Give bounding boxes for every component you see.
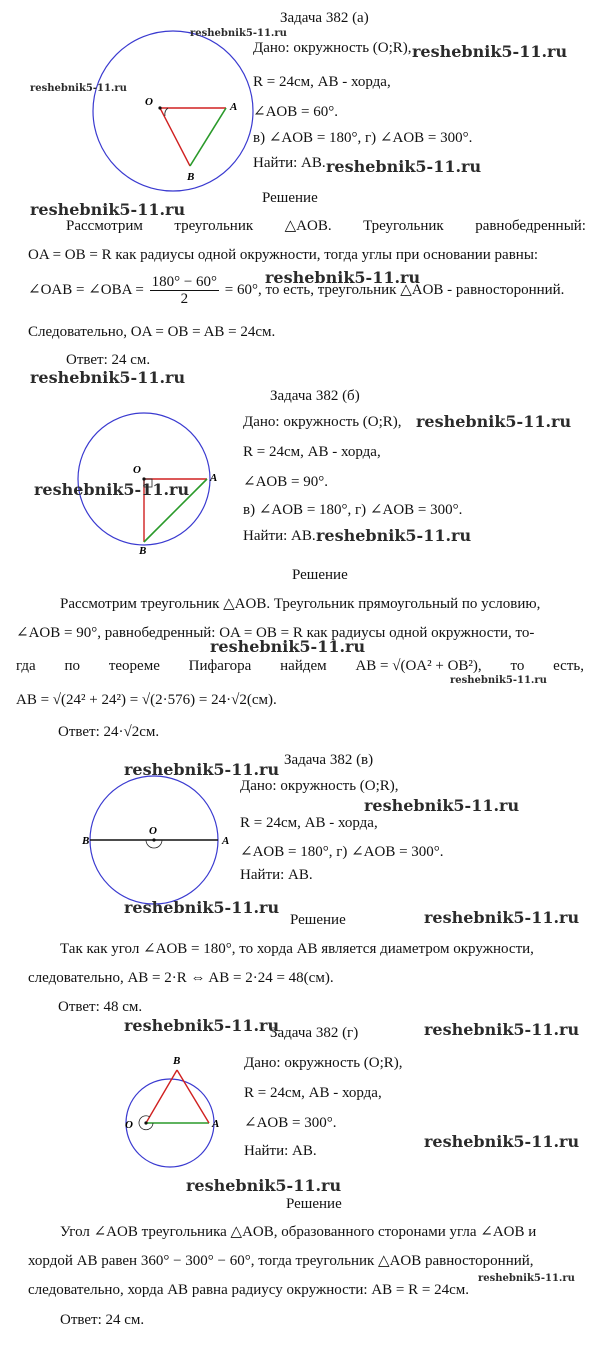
given-a-1: Дано: окружность (O;R), [253,40,412,56]
figure-g [120,1050,250,1170]
word: гда [16,658,36,674]
given-v-3: ∠AOB = 180°, г) ∠AOB = 300°. [240,844,444,860]
watermark: reshebnik5-11.ru [190,28,287,39]
watermark: reshebnik5-11.ru [30,368,186,387]
radius-ob [160,108,190,166]
center-point [144,1121,147,1124]
watermark: reshebnik5-11.ru [34,480,190,499]
center-point [158,106,161,109]
fraction-denominator: 2 [180,291,189,307]
section-v-title: Задача 382 (в) [284,752,374,768]
radius-ob [146,1070,177,1123]
word: теореме [108,658,160,674]
label-a: A [212,1118,220,1130]
watermark: reshebnik5-11.ru [30,83,127,94]
circle [93,31,253,191]
text-b-line-2: ∠AOB = 90°, равнобедренный: OA = OB = R как радиусы одной окружности, то- [16,625,535,641]
word: Треугольник [363,218,444,234]
given-b-3: ∠AOB = 90°. [243,474,328,490]
watermark: reshebnik5-11.ru [450,675,547,686]
label-o: O [149,825,157,837]
watermark: reshebnik5-11.ru [326,157,482,176]
watermark: reshebnik5-11.ru [186,1176,342,1195]
given-a-2: R = 24см, AB - хорда, [253,74,391,90]
word: то [510,658,525,674]
solution-heading-a: Решение [262,190,318,206]
word: △AOB. [284,218,332,234]
given-b-1: Дано: окружность (O;R), [243,414,402,430]
find-g: Найти: AB. [244,1143,317,1159]
section-a-title: Задача 382 (а) [280,10,369,26]
given-g-3: ∠AOB = 300°. [244,1115,337,1131]
text-v-line-2: следовательно, AB = 2·R ⇔ AB = 2·24 = 48(см). [28,970,334,986]
watermark: reshebnik5-11.ru [424,1020,580,1039]
given-b-2: R = 24см, AB - хорда, [243,444,381,460]
label-b: B [173,1055,181,1067]
answer-g: Ответ: 24 см. [60,1312,145,1328]
label-a: A [222,835,230,847]
answer-v: Ответ: 48 см. [58,999,143,1015]
text-a-line-4: Следовательно, OA = OB = AB = 24см. [28,324,276,340]
word: равнобедренный: [475,218,586,234]
given-g-1: Дано: окружность (O;R), [244,1055,403,1071]
watermark: reshebnik5-11.ru [478,1273,575,1284]
watermark: reshebnik5-11.ru [424,1132,580,1151]
center-point [152,838,155,841]
word: по [64,658,81,674]
given-a-4: в) ∠AOB = 180°, г) ∠AOB = 300°. [253,130,473,146]
find-v: Найти: AB. [240,867,313,883]
solution-heading-g: Решение [286,1196,342,1212]
label-o: O [125,1119,133,1131]
find-b: Найти: AB. [243,528,316,544]
watermark: reshebnik5-11.ru [412,42,568,61]
formula-left: ∠OAB = ∠OBA = [28,281,144,298]
given-g-2: R = 24см, AB - хорда, [244,1085,382,1101]
label-b: B [187,171,195,183]
word: Пифагора [188,658,252,674]
given-b-4: в) ∠AOB = 180°, г) ∠AOB = 300°. [243,502,463,518]
section-b-title: Задача 382 (б) [270,388,360,404]
label-a: A [210,472,218,484]
section-g-title: Задача 382 (г) [270,1025,359,1041]
text-v-line-1: Так как угол ∠AOB = 180°, то хорда AB является диаметром окружности, [60,941,534,957]
text-a-line-1 [66,216,586,237]
watermark: reshebnik5-11.ru [124,1016,280,1035]
given-v-1: Дано: окружность (O;R), [240,778,399,794]
given-a-3: ∠AOB = 60°. [253,104,338,120]
formula-right: = 60°, то есть, треугольник △AOB - равносторонний. [224,281,565,298]
text-g-line-3: следовательно, хорда AB равна радиусу окружности: AB = R = 24см. [28,1282,469,1298]
chord-ab [177,1070,209,1123]
label-o: O [145,96,153,108]
given-v-2: R = 24см, AB - хорда, [240,815,378,831]
label-b: B [139,545,147,557]
text-a-line-2: OA = OB = R как радиусы одной окружности, тогда углы при основании равны: [28,247,539,263]
find-a: Найти: AB. [253,155,326,171]
formula: AB = √(OA² + OB²), [355,658,482,674]
watermark: reshebnik5-11.ru [424,908,580,927]
label-a: A [230,101,238,113]
watermark: reshebnik5-11.ru [364,796,520,815]
answer-a: Ответ: 24 см. [66,352,151,368]
figure-a [90,28,260,198]
label-o: O [133,464,141,476]
fraction [150,274,219,307]
chord-ab [190,108,226,166]
watermark: reshebnik5-11.ru [316,526,472,545]
solution-heading-b: Решение [292,567,348,583]
watermark: reshebnik5-11.ru [124,760,280,779]
text-b-line-1: Рассмотрим треугольник △AOB. Треугольник прямоугольный по условию, [60,596,541,612]
word: треугольник [174,218,254,234]
fraction-numerator: 180° − 60° [151,274,218,290]
watermark: reshebnik5-11.ru [265,268,421,287]
watermark: reshebnik5-11.ru [210,637,366,656]
watermark: reshebnik5-11.ru [30,200,186,219]
word: есть, [553,658,584,674]
word: Рассмотрим [66,218,143,234]
label-b: B [82,835,90,847]
watermark: reshebnik5-11.ru [124,898,280,917]
text-b-line-3 [16,656,584,677]
text-g-line-2: хордой AB равен 360° − 300° − 60°, тогда треугольник △AOB равносторонний, [28,1253,534,1269]
word: найдем [280,658,327,674]
answer-b: Ответ: 24·√2см. [58,724,160,740]
watermark: reshebnik5-11.ru [416,412,572,431]
text-g-line-1: Угол ∠AOB треугольника △AOB, образованного сторонами угла ∠AOB и [60,1224,537,1240]
solution-heading-v: Решение [290,912,346,928]
text-b-line-4: AB = √(24² + 24²) = √(2·576) = 24·√2(см). [16,692,277,708]
angle-arc [165,108,168,116]
